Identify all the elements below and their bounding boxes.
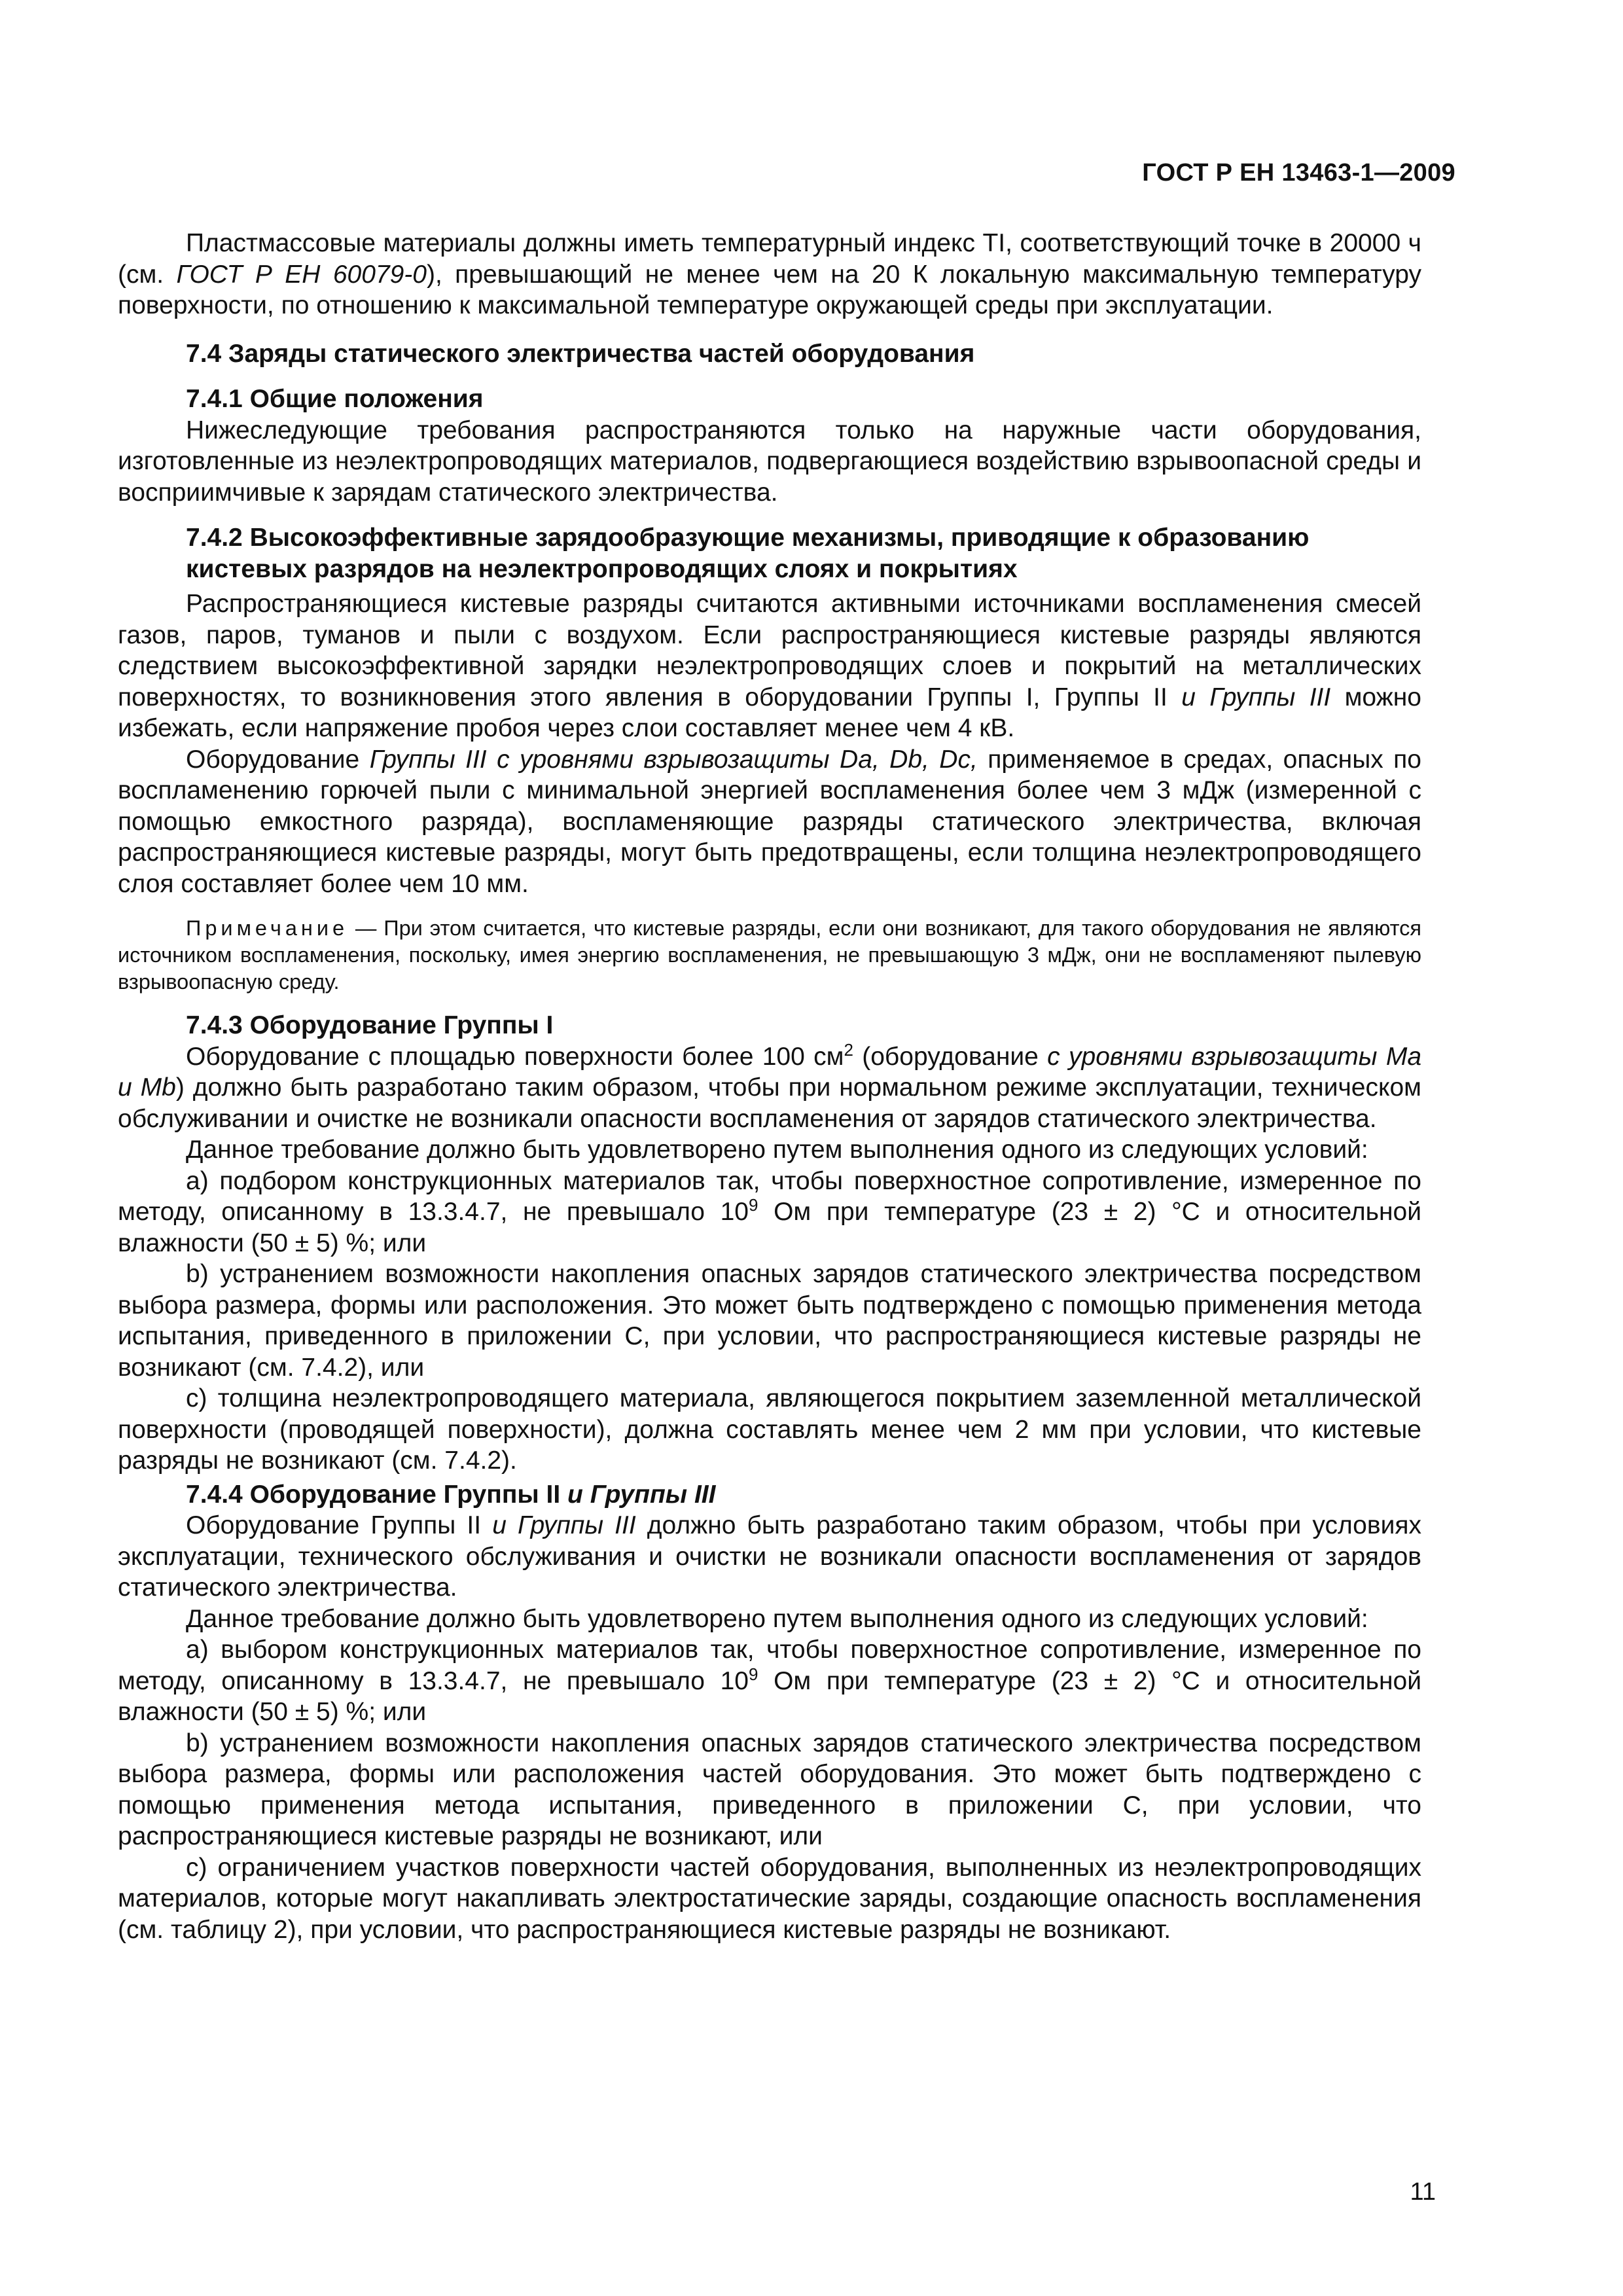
note (118, 915, 1421, 996)
section-7-4-4-title: 7.4.4 Оборудование Группы II и Группы III (186, 1480, 716, 1509)
section-7-4-3-item-c: c) толщина неэлектропроводящего материала, являющегося покрытием заземленной металлической поверхности (проводящей поверхности), должна составлять менее чем 2 мм при условии, что кистевые разряды не возникают (см. 7.4.2). (118, 1384, 1421, 1475)
section-7-4-title: 7.4 Заряды статического электричества частей оборудования (186, 339, 975, 368)
section-7-4-2-paragraph-2: Оборудование Группы III с уровнями взрывозащиты Da, Db, Dc, применяемое в средах, опасных по воспламенению горючей пыли с минимальной энергией воспламенения более чем 3 мДж (измеренной с помощью емкостного разряда), воспламеняющие разряды статического электричества, включая распространяющиеся кистевые разряды, могут быть предотвращены, если толщина неэлектропроводящего слоя составляет более чем 10 мм. (118, 745, 1421, 898)
section-7-4-4-paragraph-2: Данное требование должно быть удовлетворено путем выполнения одного из следующих условий: (186, 1604, 1368, 1633)
page-number: 11 (1410, 2178, 1436, 2206)
section-7-4-4-item-b: b) устранением возможности накопления опасных зарядов статического электричества посредством выбора размера, формы или расположения частей оборудования. Это может быть подтверждено с помощью применения метода испытания, приведенного в приложении С, при условии, что распространяющиеся кистевые разряды не возникают, или (118, 1729, 1421, 1850)
section-7-4-4-item-c: c) ограничением участков поверхности частей оборудования, выполненных из неэлектропроводящих материалов, которые могут накапливать электростатические заряды, создающие опасность воспламенения (см. таблицу 2), при условии, что распространяющиеся кистевые разряды не возникают. (118, 1853, 1421, 1944)
section-7-4-3-item-b: b) устранением возможности накопления опасных зарядов статического электричества посредством выбора размера, формы или расположения. Это может быть подтверждено с помощью применения метода испытания, приведенного в приложении С, при условии, что распространяющиеся кистевые разряды не возникают (см. 7.4.2), или (118, 1260, 1421, 1382)
intro-paragraph: Пластмассовые материалы должны иметь температурный индекс TI, соответствующий точке в 20000 ч (см. ГОСТ Р ЕН 60079-0), превышающий не менее чем на 20 К локальную максимальную температуру поверхности, по отношению к максимальной температуре окружающей среды при эксплуатации. (118, 229, 1421, 319)
section-7-4-3-paragraph-2: Данное требование должно быть удовлетворено путем выполнения одного из следующих условий: (186, 1136, 1368, 1164)
section-7-4-2-title: 7.4.2 Высокоэффективные зарядообразующие механизмы, приводящие к образованию кистевых разрядов на неэлектропроводящих слоях и покрытиях (186, 524, 1310, 583)
section-7-4-3-paragraph-1: Оборудование с площадью поверхности более 100 $см^2$ (оборудование с уровнями взрывозащиты Ma и Mb) должно быть разработано таким образом, чтобы при нормальном режиме эксплуатации, техническом обслуживании и очистке не возникали опасности воспламенения от зарядов статического электричества. (118, 1039, 1422, 1133)
section-7-4-4-item-a: а) выбором конструкционных материалов так, чтобы поверхностное сопротивление, измеренное по методу, описанному в 13.3.4.7, не превышало $10^9$ Ом при температуре (23 ± 2) °С и относительной влажности (50 ± 5) %; или (118, 1636, 1421, 1726)
note-label: Примечание (186, 916, 349, 940)
note-text: — При этом считается, что кистевые разряды, если они возникают, для такого оборудования не являются источником воспламенения, поскольку, имея энергию воспламенения, не превышающую 3 мДж, они не воспламеняют пылевую взрывоопасную среду. (118, 916, 1421, 994)
section-7-4-3-item-a: а) подбором конструкционных материалов так, чтобы поверхностное сопротивление, измеренное по методу, описанному в 13.3.4.7, не превышало $10^9$ Ом при температуре (23 ± 2) °С и относительной влажности (50 ± 5) %; или (118, 1166, 1421, 1257)
section-7-4-2-paragraph-1: Распространяющиеся кистевые разряды считаются активными источниками воспламенения смесей газов, паров, туманов и пыли с воздухом. Если распространяющиеся кистевые разряды являются следствием высокоэффективной зарядки неэлектропроводящих слоев и покрытий на металлических поверхностях, то возникновения этого явления в оборудовании Группы I, Группы II и Группы III можно избежать, если напряжение пробоя через слои составляет менее чем 4 кВ. (118, 590, 1421, 742)
section-7-4-4-paragraph-1: Оборудование Группы II и Группы III должно быть разработано таким образом, чтобы при условиях эксплуатации, технического обслуживания и очистки не возникали опасности воспламенения от зарядов статического электричества. (118, 1511, 1421, 1602)
section-7-4-1-text: Нижеследующие требования распространяются только на наружные части оборудования, изготовленные из неэлектропроводящих материалов, подвергающиеся воздействию взрывоопасной среды и восприимчивые к зарядам статического электричества. (118, 416, 1421, 507)
section-7-4-1-title: 7.4.1 Общие положения (186, 385, 484, 413)
document-header: ГОСТ Р ЕН 13463-1—2009 (1142, 159, 1455, 187)
section-7-4-3-title: 7.4.3 Оборудование Группы I (186, 1011, 554, 1039)
standard-reference: ГОСТ Р ЕН 60079-0 (176, 260, 427, 289)
document-body (118, 228, 1421, 1945)
